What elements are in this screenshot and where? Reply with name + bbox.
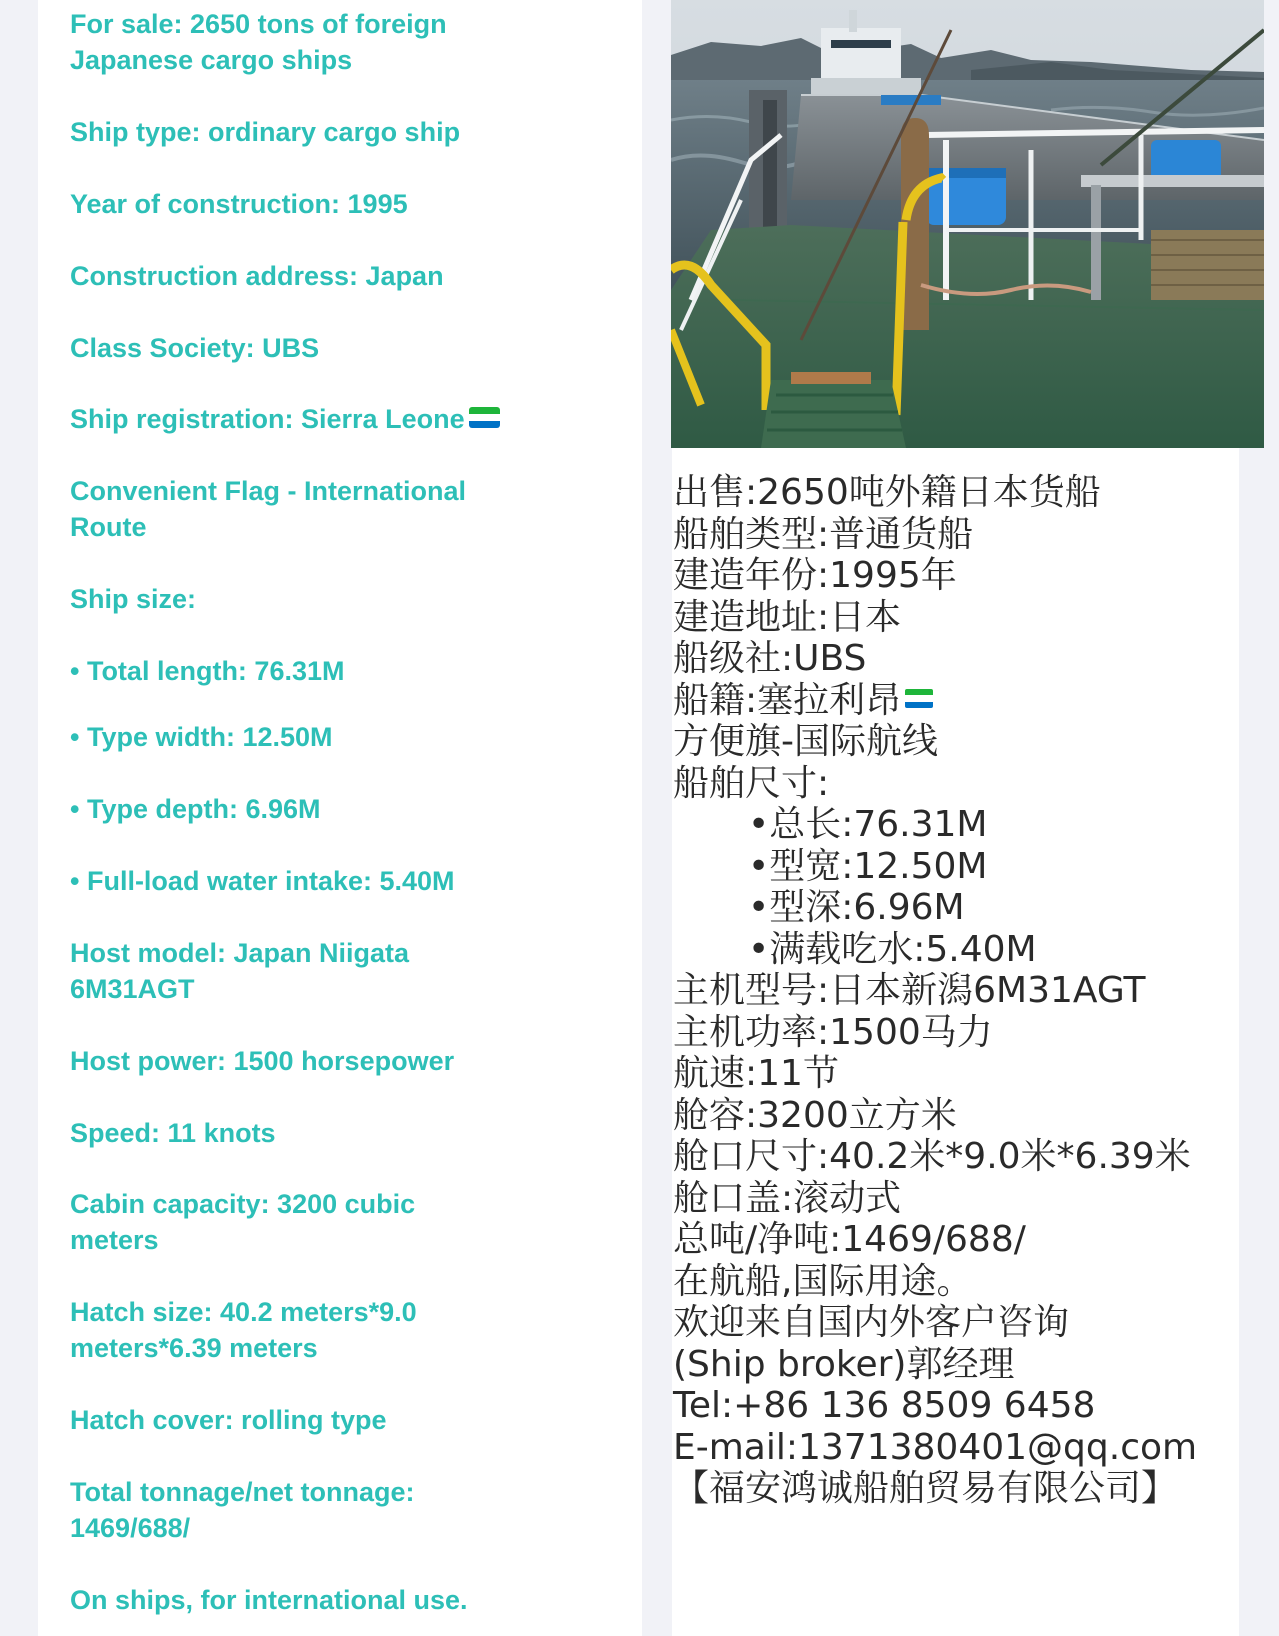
- chinese-line-text: E-mail:1371380401@qq.com: [673, 1426, 1198, 1468]
- english-host-model-line2: 6M31AGT: [70, 974, 195, 1004]
- chinese-line: [673, 970, 1146, 1012]
- english-tonnage-line2: 1469/688/: [70, 1513, 191, 1543]
- chinese-line-text: 总吨/净吨:1469/688/: [673, 1219, 1026, 1260]
- chinese-line: [673, 680, 933, 722]
- chinese-line: [673, 1219, 1026, 1261]
- chinese-line: [673, 555, 957, 597]
- sierra-leone-flag-icon: [469, 407, 500, 428]
- chinese-line-text: 船舶类型:普通货船: [673, 513, 974, 555]
- english-class-society: Class Society: UBS: [70, 333, 320, 363]
- chinese-line: [673, 1053, 839, 1095]
- english-cabin: [70, 1186, 540, 1258]
- chinese-line-text: 船级社:UBS: [673, 638, 867, 679]
- english-water-intake: • Full-load water intake: 5.40M: [70, 866, 455, 896]
- chinese-line: [673, 472, 1101, 514]
- chinese-line-text: 船舶尺寸:: [673, 762, 830, 804]
- chinese-line-text: 主机功率:1500马力: [673, 1011, 993, 1053]
- chinese-line-text: 舱口尺寸:40.2米*9.0米*6.39米: [673, 1136, 1191, 1177]
- english-use: On ships, for international use.: [70, 1585, 468, 1615]
- chinese-line-text: 方便旗-国际航线: [673, 721, 938, 762]
- chinese-line: [673, 638, 866, 680]
- english-convenient-flag-line2: Route: [70, 512, 147, 542]
- ship-deck-image: [671, 0, 1264, 448]
- chinese-line-text: •型宽:12.50M: [748, 845, 988, 887]
- english-title-line1: For sale: 2650 tons of foreign: [70, 9, 447, 39]
- english-year: Year of construction: 1995: [70, 189, 408, 219]
- english-convenient-flag-line1: Convenient Flag - International: [70, 476, 467, 506]
- english-total-length: • Total length: 76.31M: [70, 656, 345, 686]
- english-size-header: Ship size:: [70, 584, 197, 614]
- english-type-depth: • Type depth: 6.96M: [70, 794, 321, 824]
- chinese-line: [673, 1468, 1177, 1510]
- chinese-line: [673, 1136, 1191, 1178]
- english-convenient-flag: [70, 473, 540, 545]
- chinese-line-text: •满载吃水:5.40M: [748, 928, 1037, 970]
- chinese-line-text: (Ship broker)郭经理: [673, 1343, 1015, 1385]
- chinese-line-text: •型深:6.96M: [748, 887, 965, 928]
- english-address: Construction address: Japan: [70, 261, 444, 291]
- english-speed: Speed: 11 knots: [70, 1118, 276, 1148]
- chinese-line: [673, 1385, 1095, 1427]
- chinese-line: [748, 804, 988, 846]
- chinese-line: [673, 721, 938, 763]
- chinese-line: [673, 1178, 901, 1220]
- chinese-line: [673, 1095, 957, 1137]
- english-hatch-size-line1: Hatch size: 40.2 meters*9.0: [70, 1297, 417, 1327]
- english-host-power: Host power: 1500 horsepower: [70, 1046, 455, 1076]
- english-title: [70, 6, 540, 78]
- chinese-line: [673, 597, 901, 639]
- chinese-line-text: •总长:76.31M: [748, 804, 988, 845]
- chinese-line: [673, 1261, 972, 1303]
- chinese-line-text: 舱口盖:滚动式: [673, 1177, 902, 1219]
- chinese-line-text: 【福安鸿诚船舶贸易有限公司】: [673, 1468, 1178, 1509]
- chinese-line: [748, 929, 1037, 971]
- ship-photo: [671, 0, 1264, 448]
- chinese-line-text: 欢迎来自国内外客户咨询: [673, 1302, 1070, 1343]
- english-type-width: • Type width: 12.50M: [70, 722, 333, 752]
- chinese-line-text: 主机型号:日本新潟6M31AGT: [673, 970, 1146, 1011]
- english-tonnage-line1: Total tonnage/net tonnage:: [70, 1477, 415, 1507]
- english-registration-text: Ship registration: Sierra Leone: [70, 404, 465, 434]
- chinese-line: [673, 1012, 993, 1054]
- chinese-line: [673, 763, 829, 805]
- chinese-line-text: Tel:+86 136 8509 6458: [673, 1385, 1096, 1426]
- chinese-line: [673, 1302, 1069, 1344]
- english-cabin-line2: meters: [70, 1225, 159, 1255]
- chinese-line-text: 舱容:3200立方米: [673, 1094, 957, 1136]
- english-hatch-cover: Hatch cover: rolling type: [70, 1405, 387, 1435]
- chinese-line-text: 船籍:塞拉利昂: [673, 679, 902, 721]
- chinese-line-text: 在航船,国际用途。: [673, 1260, 973, 1302]
- chinese-line: [673, 514, 973, 556]
- chinese-line-text: 建造地址:日本: [673, 596, 902, 638]
- chinese-line: [673, 1427, 1197, 1469]
- english-hatch-size: [70, 1294, 540, 1366]
- english-hatch-size-line2: meters*6.39 meters: [70, 1333, 318, 1363]
- sierra-leone-flag-icon: [905, 689, 933, 708]
- chinese-line-text: 出售:2650吨外籍日本货船: [673, 472, 1101, 513]
- english-title-line2: Japanese cargo ships: [70, 45, 353, 75]
- english-host-model: [70, 935, 540, 1007]
- chinese-line: [748, 887, 965, 929]
- chinese-line: [748, 846, 988, 888]
- chinese-line-text: 建造年份:1995年: [673, 555, 957, 596]
- english-ship-type: Ship type: ordinary cargo ship: [70, 117, 461, 147]
- chinese-line-text: 航速:11节: [673, 1053, 839, 1094]
- english-cabin-line1: Cabin capacity: 3200 cubic: [70, 1189, 416, 1219]
- english-registration: [70, 401, 540, 437]
- english-host-model-line1: Host model: Japan Niigata: [70, 938, 410, 968]
- english-tonnage: [70, 1474, 540, 1546]
- chinese-line: [673, 1344, 1014, 1386]
